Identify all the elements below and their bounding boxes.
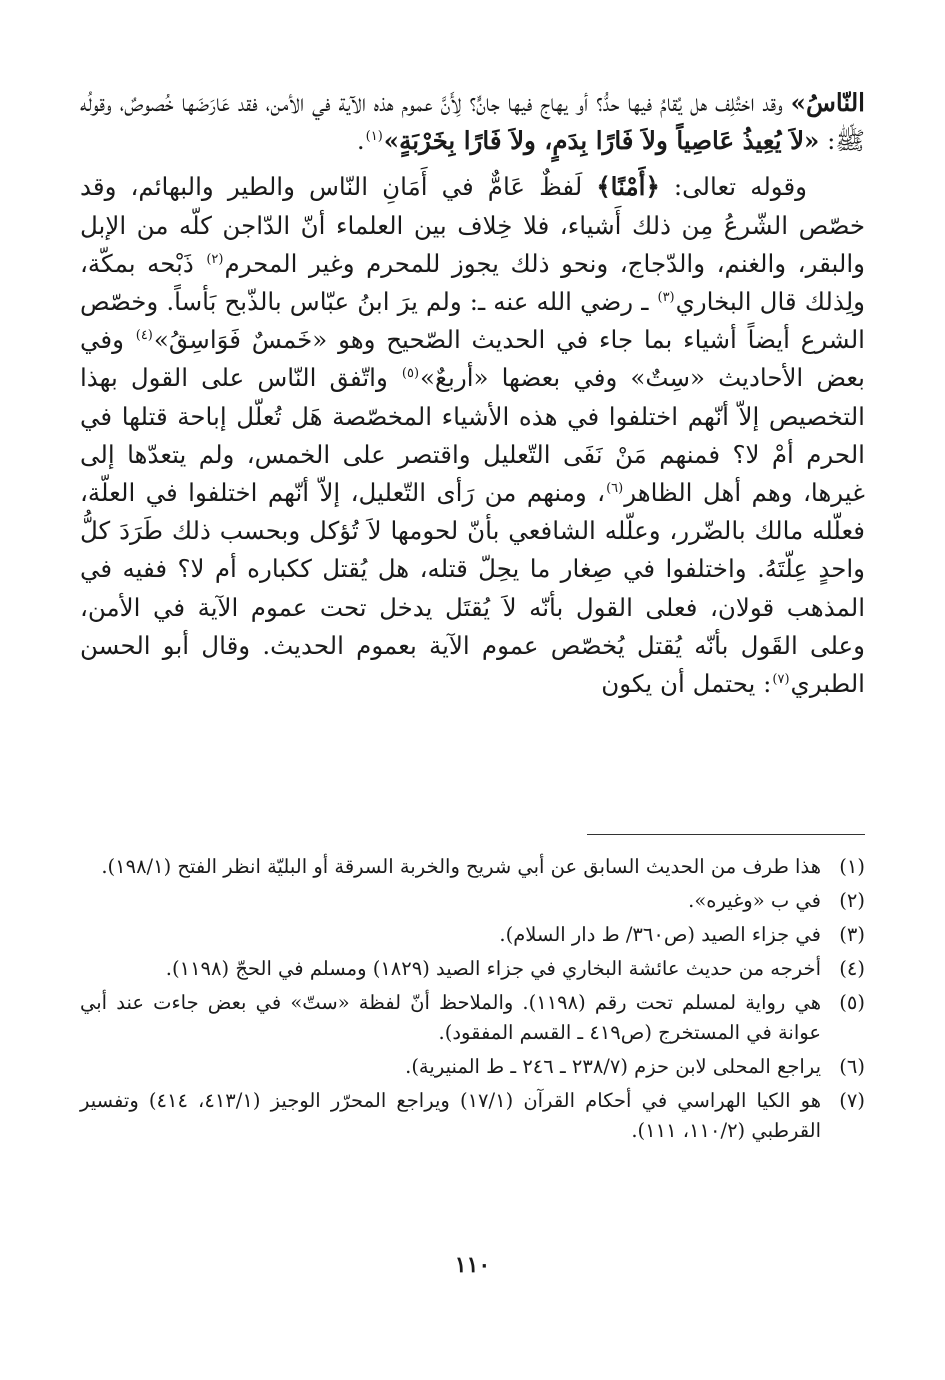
footnote-ref-4[interactable]: (٤) (135, 328, 153, 344)
footnote-item (80, 920, 865, 950)
footnote-item (80, 954, 865, 984)
paragraph-1 (80, 84, 865, 160)
text-span: ذَبْحه بمكّة، ولِذلك قال البخاري (80, 248, 865, 317)
footnote-number: (٢) (839, 889, 865, 912)
footnote-text: يراجع المحلى لابن حزم (٢٣٨/٧ ـ ٢٤٦ ـ ط المنيرية). (405, 1055, 821, 1078)
quran-quote: ﴿أَمْنًا﴾ (596, 172, 660, 202)
footnote-ref-7[interactable]: (٧) (772, 671, 790, 687)
footnote-ref-3[interactable]: (٣) (657, 289, 675, 305)
footnote-text: أخرجه من حديث عائشة البخاري في جزاء الصيد (١٨٢٩) ومسلم في الحجّ (١١٩٨). (165, 957, 821, 980)
footnote-number: (١) (839, 855, 865, 878)
text-span: واتّفق النّاس على القول بهذا التخصيص إلاّ أنّهم اختلفوا في هذه الأشياء المخصّصة هَل تُعلّل إباحة قتلها في الحرم أمْ لا؟ فمنهم مَنْ نَفَى التّعليل واقتصر على الخمس، ولم يتعدّها إلى غيرها، وهم أهل الظاهر (80, 363, 865, 508)
main-text (80, 84, 865, 703)
text-span: وفي بعض الأحاديث «سِتٌ» وفي بعضها «أربعٌ» (80, 325, 865, 393)
footnote-item (80, 852, 865, 882)
text-span: وقد اختُلِف هل يُقامُ فيها حدُّ؟ أو يهاج فيها جانٍّ؟ لِأَنَّ عموم هذه الآية في الأمن، فقد عَارَضَها خُصوصٌ، وقولُه ﷺ: (80, 88, 865, 156)
footnote-number: (٤) (839, 957, 865, 980)
footnote-item (80, 1086, 865, 1146)
footnote-number: (٣) (839, 923, 865, 946)
page-number: ١١٠ (454, 1252, 491, 1278)
text-span: وقوله تعالى: (659, 172, 807, 202)
footnote-text: في جزاء الصيد (ص٣٦٠/ ط دار السلام). (499, 923, 821, 946)
footnote-text: هو الكيا الهراسي في أحكام القرآن (١٧/١) ويراجع المحرّر الوجيز (٤١٣/١، ٤١٤) وتفسير القرطبي (١١٠/٢، ١١١). (80, 1089, 821, 1142)
text-span: ـ رضي الله عنه ـ: ولم يرَ ابنُ عبّاس بالذّبح بَأساً. وخصّص الشرع أيضاً أشياء بما جاء في الحديث الصّحيح وهو «خَمسٌ فَوَاسِقُ» (80, 287, 865, 355)
text-span: ، ومنهم من رَأى التّعليل، إلاّ أنّهم اختلفوا في العلّة، فعلّله مالك بالضّرر، وعلّله الشافعي بأنّ لحومها لاَ تُؤكل وبحسب ذلك طَرَدَ كلُّ واحدٍ عِلّتَهُ. واختلفوا في صِغار ما يحِلّ قتله، هل يُقتل ككباره أم لا؟ ففيه في المذهب قولان، فعلى القول بأنّه لاَ يُقتَل يدخل تحت عموم الآية في الأمن، وعلى القَول بأنّه يُقتل يُخصّص عموم الآية بعموم الحديث. وقال أبو الحسن الطبري (80, 478, 865, 699)
footnotes (80, 852, 865, 1150)
footnote-ref-6[interactable]: (٦) (606, 480, 624, 496)
text-span: لَفظٌ عَامٌّ في أَمَانِ النّاس والطير والبهائم، وقد خصّص الشّرعُ مِن ذلك أَشياء، فلا خِلاف بين العلماء أنّ الدّاجن كلّه من الإبل والبقر، والغنم، والدّجاج، ونحو ذلك يجوز للمحرم وغير المحرم (80, 172, 866, 278)
footnote-number: (٥) (839, 991, 865, 1014)
footnote-number: (٧) (839, 1089, 865, 1112)
footnote-text: في ب «وغيره». (688, 889, 821, 912)
footnote-ref-1[interactable]: (١) (365, 129, 383, 145)
text-span: : يحتمل أن يكون (601, 669, 772, 699)
footnote-divider (587, 834, 865, 835)
footnote-item (80, 886, 865, 916)
footnote-ref-5[interactable]: (٥) (401, 366, 420, 382)
footnote-text: هذا طرف من الحديث السابق عن أبي شريح والخربة السرقة أو البليّة انظر الفتح (١٩٨/١). (101, 855, 821, 878)
footnote-number: (٦) (839, 1055, 865, 1078)
footnote-ref-2[interactable]: (٢) (206, 251, 224, 267)
footnote-text: هي رواية لمسلم تحت رقم (١١٩٨). والملاحظ أنّ لفظة «ستّ» في بعض جاءت عند أبي عوانة في المستخرج (ص٤١٩ ـ القسم المفقود). (80, 991, 821, 1044)
footnote-item (80, 988, 865, 1048)
quote-fragment: النّاسُ» (790, 88, 865, 117)
paragraph-2 (80, 168, 865, 703)
text-span: . (356, 126, 365, 156)
footnote-item (80, 1052, 865, 1082)
hadith-quote: «لاَ يُعِيذُ عَاصِياً ولاَ فَارًا بِدَمٍ، ولاَ فَارًا بِخَرْبَةٍ» (383, 126, 820, 156)
